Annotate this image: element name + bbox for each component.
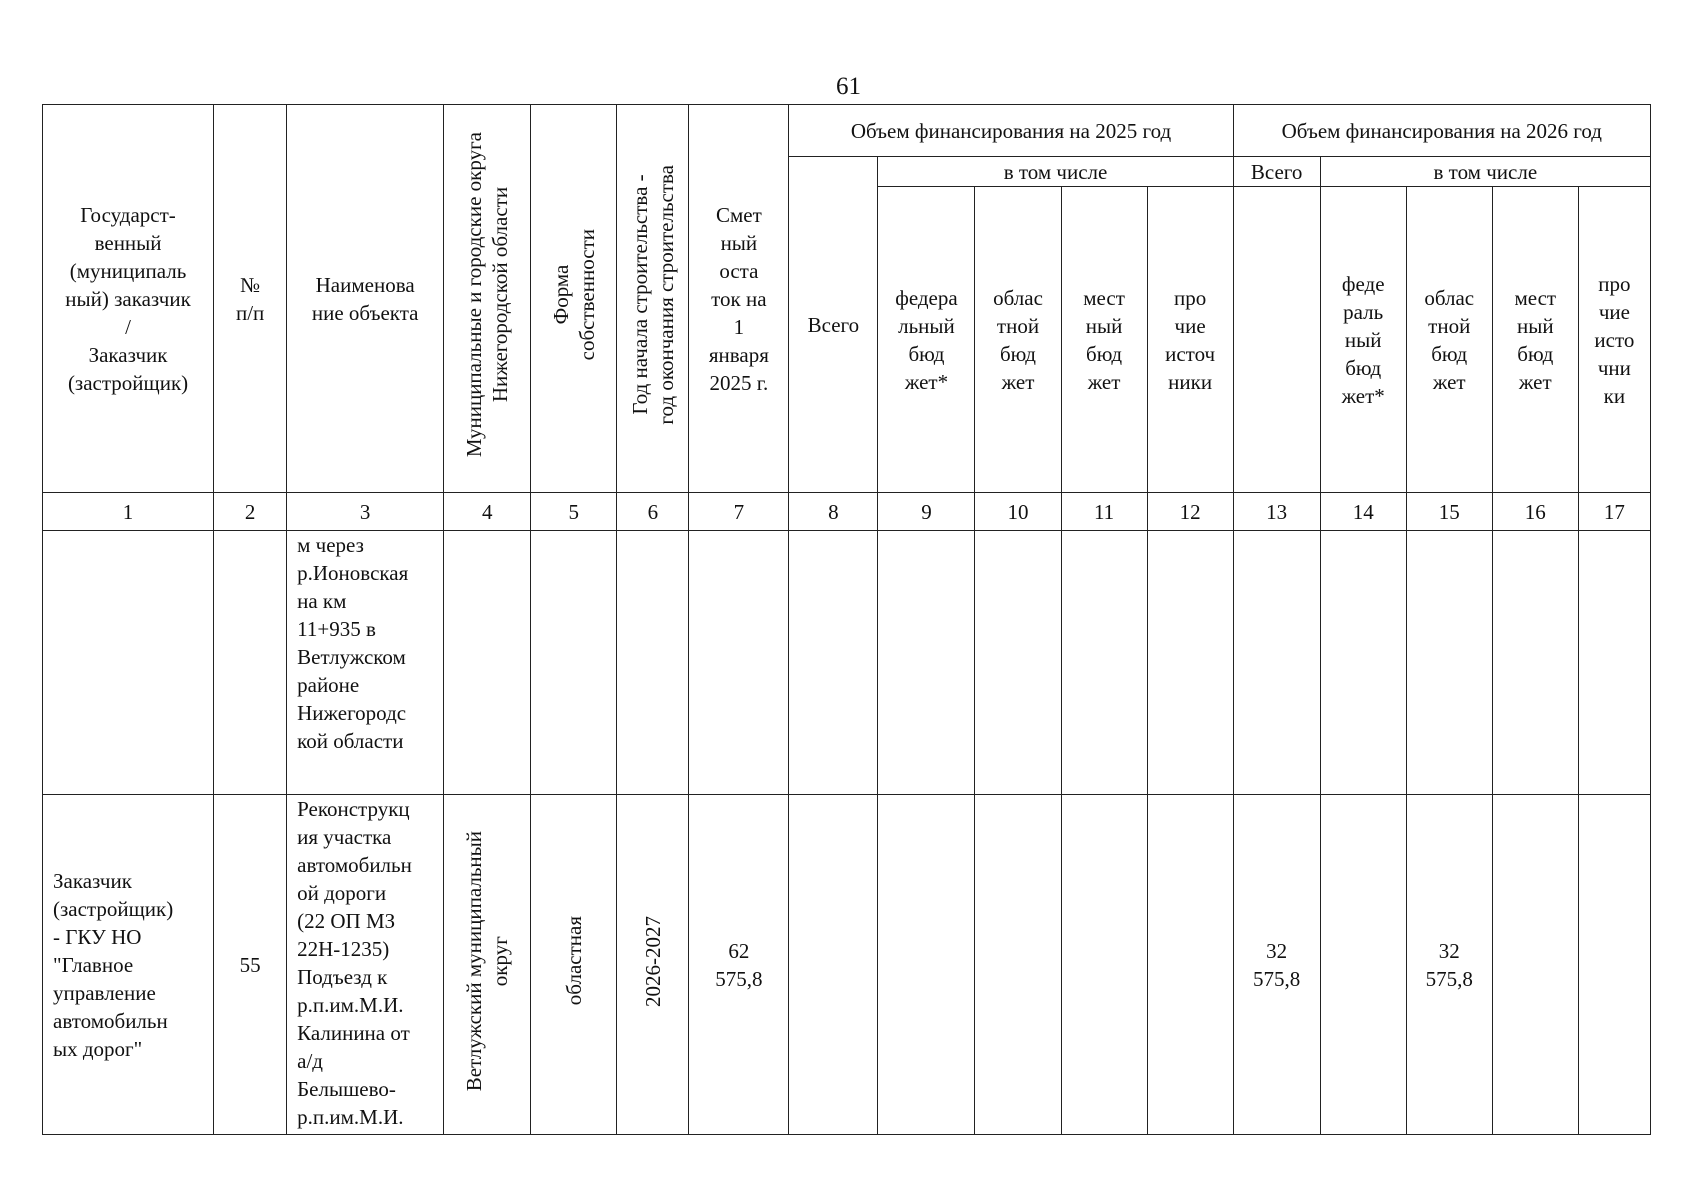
cell-years-text: 2026-2027 [640,915,665,1007]
cell-customer: Заказчик (застройщик) - ГКУ НО "Главное управление автомобильн ых дорог" [43,795,214,1135]
header-ownership-form-text: Форма собственности [548,229,599,361]
cell-ownership-text: областная [561,916,586,1006]
header-local-2026: мест ный бюд жет [1492,187,1578,493]
column-number: 15 [1406,493,1492,531]
header-other-2025: про чие источ ники [1147,187,1233,493]
cell-number [214,531,287,795]
cell-estimated-balance [689,531,789,795]
cell-district [444,795,531,1135]
header-including-2025: в том числе [878,157,1233,187]
cell-federal-2025 [878,795,975,1135]
column-number: 10 [975,493,1061,531]
column-number-row [43,493,1651,531]
header-construction-years [617,105,689,493]
cell-other-2026 [1578,795,1650,1135]
column-number: 6 [617,493,689,531]
header-construction-years-text: Год начала строительства - год окончания строительства [627,165,678,425]
cell-local-2025 [1061,531,1147,795]
cell-regional-2026 [1406,531,1492,795]
column-number: 2 [214,493,287,531]
header-number: № п/п [214,105,287,493]
cell-number: 55 [214,795,287,1135]
cell-local-2026 [1492,795,1578,1135]
cell-regional-2026: 32 575,8 [1406,795,1492,1135]
page-number: 61 [836,73,861,100]
cell-regional-2025 [975,795,1061,1135]
cell-total-2025 [789,795,878,1135]
cell-total-2026 [1233,531,1320,795]
column-number: 12 [1147,493,1233,531]
cell-regional-2025 [975,531,1061,795]
table-row [43,531,1651,795]
column-number: 16 [1492,493,1578,531]
column-number: 11 [1061,493,1147,531]
header-regional-2026: облас тной бюд жет [1406,187,1492,493]
column-number: 5 [531,493,617,531]
header-including-2026: в том числе [1320,157,1650,187]
column-number: 1 [43,493,214,531]
cell-customer [43,531,214,795]
header-customer: Государст- венный (муниципаль ный) заказчик / Заказчик (застройщик) [43,105,214,493]
header-total-2026: Всего [1233,157,1320,187]
cell-district-text: Ветлужский муниципальный округ [462,830,513,1092]
header-local-2025: мест ный бюд жет [1061,187,1147,493]
column-number: 14 [1320,493,1406,531]
cell-years [617,531,689,795]
cell-district [444,531,531,795]
column-number: 8 [789,493,878,531]
cell-federal-2026 [1320,531,1406,795]
cell-object-name: м через р.Ионовская на км 11+935 в Ветлужском районе Нижегородс кой области [287,531,444,795]
cell-other-2025 [1147,795,1233,1135]
header-ownership-form [531,105,617,493]
table-row [43,795,1651,1135]
column-number: 7 [689,493,789,531]
column-number: 3 [287,493,444,531]
cell-estimated-balance: 62 575,8 [689,795,789,1135]
cell-local-2026 [1492,531,1578,795]
column-number: 17 [1578,493,1650,531]
cell-local-2025 [1061,795,1147,1135]
header-total-2026-cont [1233,187,1320,493]
header-other-2026: про чие исто чни ки [1578,187,1650,493]
header-object-name: Наименова ние объекта [287,105,444,493]
header-municipal-districts-text: Муниципальные и городские округа Нижегородской области [462,132,513,458]
cell-ownership [531,531,617,795]
header-total-2025: Всего [789,157,878,493]
header-federal-2026: феде раль ный бюд жет* [1320,187,1406,493]
column-number: 4 [444,493,531,531]
cell-object-name: Реконструкц ия участка автомобильн ой дороги (22 ОП МЗ 22Н-1235) Подъезд к р.п.им.М.И. Калинина от а/д Белышево- р.п.им.М.И. [287,795,444,1135]
cell-total-2026: 32 575,8 [1233,795,1320,1135]
cell-federal-2025 [878,531,975,795]
cell-years [617,795,689,1135]
header-estimated-balance: Смет ный оста ток на 1 января 2025 г. [689,105,789,493]
header-funding-2026: Объем финансирования на 2026 год [1233,105,1650,157]
header-federal-2025: федера льный бюд жет* [878,187,975,493]
column-number: 9 [878,493,975,531]
investment-table [42,104,1651,1135]
cell-other-2026 [1578,531,1650,795]
column-number: 13 [1233,493,1320,531]
cell-total-2025 [789,531,878,795]
cell-ownership [531,795,617,1135]
header-municipal-districts [444,105,531,493]
header-funding-2025: Объем финансирования на 2025 год [789,105,1233,157]
cell-other-2025 [1147,531,1233,795]
header-regional-2025: облас тной бюд жет [975,187,1061,493]
cell-federal-2026 [1320,795,1406,1135]
